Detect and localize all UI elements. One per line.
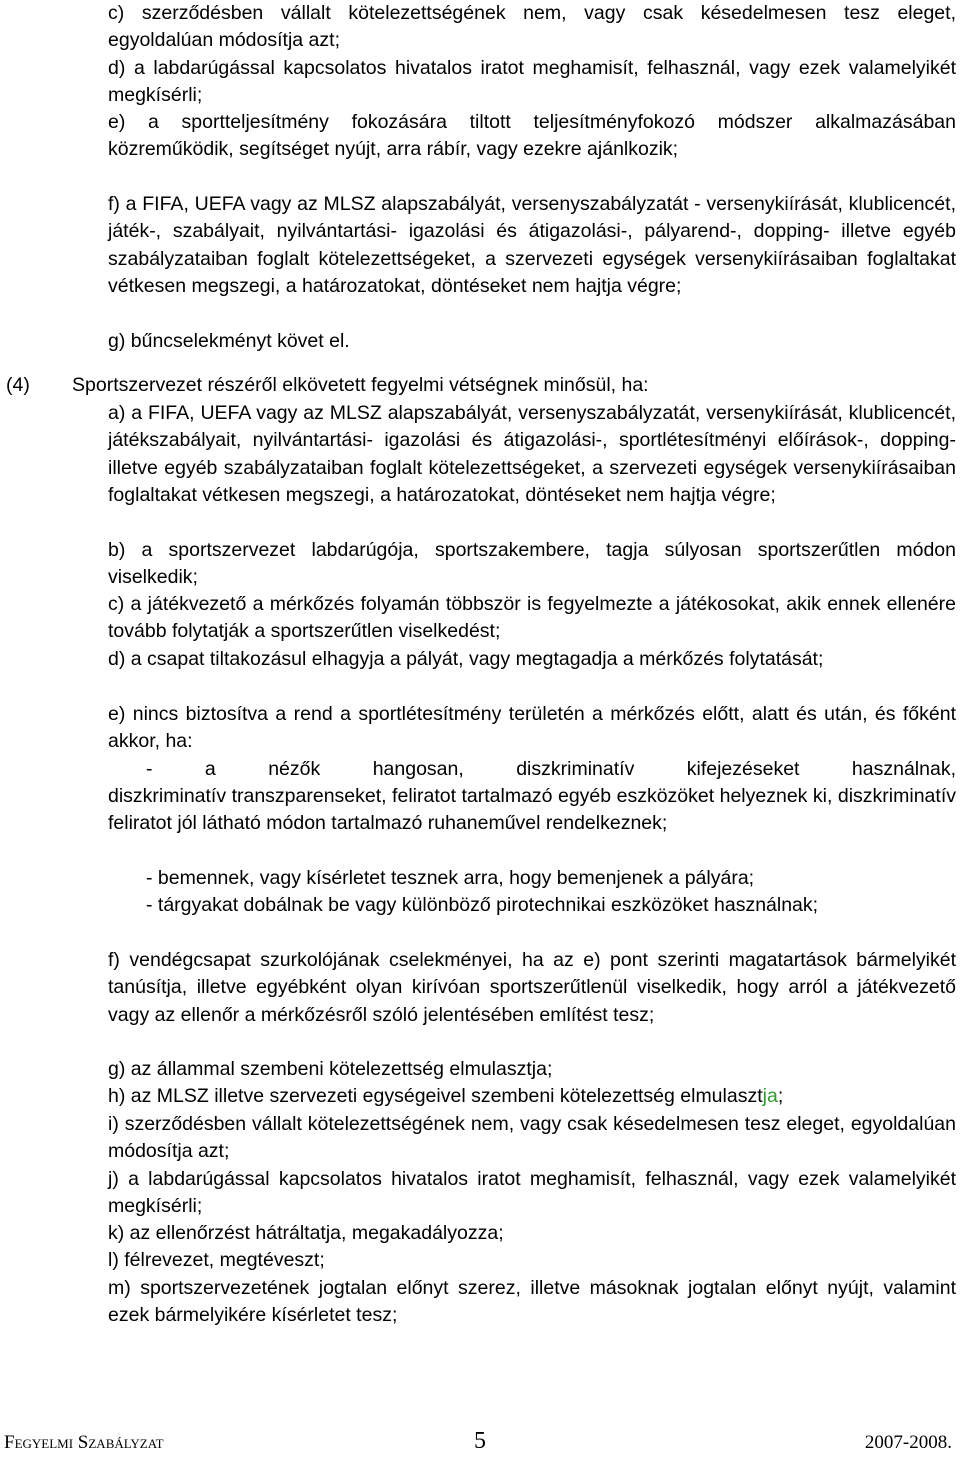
section4-item-j: j) a labdarúgással kapcsolatos hivatalos iratot meghamisít, felhasznál, vagy ezek valamelyikét megkísérli; (108, 1168, 956, 1218)
list-item-f: f) a FIFA, UEFA vagy az MLSZ alapszabályát, versenyszabályzatát - versenykiírását, klublicencét, játék-, szabályait, nyilvántartási- igazolási és átigazolási-, pályarend-, dopping- illetve egyéb szabályzataiban foglalt kötelezettségeket, a szervezeti egységek versenykiírásaiban foglaltakat vétkesen megszegi, a határozatokat, döntéseket nem hajtja végre; (108, 193, 956, 297)
list-item-d: d) a labdarúgással kapcsolatos hivatalos iratot meghamisít, felhasznál, vagy ezek valamelyikét megkísérli; (108, 57, 956, 107)
dash-item-3: - tárgyakat dobálnak be vagy különböző pirotechnikai eszközöket használnak; (146, 894, 819, 916)
item-h-text: h) az MLSZ illetve szervezeti egységeivel szembeni kötelezettség elmulaszt (108, 1085, 763, 1107)
section-number: (4) (6, 374, 30, 396)
list-item-g: g) bűncselekményt követ el. (108, 330, 350, 352)
section4-item-b: b) a sportszervezet labdarúgója, sportszakembere, tagja súlyosan sportszerűtlen módon viselkedik; (108, 539, 956, 589)
footer-page-number: 5 (474, 1428, 486, 1454)
section4-item-g: g) az állammal szembeni kötelezettség elmulasztja; (108, 1058, 553, 1080)
list-item-c: c) szerződésben vállalt kötelezettségének nem, vagy csak késedelmesen tesz eleget, egyoldalúan módosítja azt; (108, 2, 956, 52)
section4-item-d: d) a csapat tiltakozásul elhagyja a pályát, vagy megtagadja a mérkőzés folytatását; (108, 648, 824, 670)
dash-item-2: - bemennek, vagy kísérletet tesznek arra, hogy bemenjenek a pályára; (146, 867, 755, 889)
section4-item-k: k) az ellenőrzést hátráltatja, megakadályozza; (108, 1222, 504, 1244)
section4-item-l: l) félrevezet, megtéveszt; (108, 1249, 325, 1271)
section4-item-e: e) nincs biztosítva a rend a sportlétesítmény területén a mérkőzés előtt, alatt és után, és főként akkor, ha: (108, 703, 956, 753)
section4-item-i: i) szerződésben vállalt kötelezettségének nem, vagy csak késedelmesen tesz eleget, egyoldalúan módosítja azt; (108, 1113, 956, 1163)
section-heading: Sportszervezet részéről elkövetett fegyelmi vétségnek minősül, ha: (72, 374, 649, 396)
item-h-highlight: ja (762, 1085, 778, 1107)
footer-title: Fegyelmi Szabályzat (4, 1432, 164, 1453)
section4-item-m: m) sportszervezetének jogtalan előnyt szerez, illetve másoknak jogtalan előnyt nyújt, valamint ezek bármelyikére kísérletet tesz; (108, 1277, 956, 1327)
footer-season: 2007-2008. (864, 1432, 952, 1453)
dash-item-1-continuation: diszkriminatív transzparenseket, feliratot tartalmazó egyéb eszközöket helyeznek ki, diszkriminatív feliratot jól látható módon tartalmazó ruhaneművel rendelkeznek; (108, 785, 956, 835)
item-h-end: ; (777, 1085, 784, 1107)
dash-item-1: - a nézők hangosan, diszkriminatív kifejezéseket használnak, (146, 758, 956, 780)
section4-item-c: c) a játékvezető a mérkőzés folyamán többször is fegyelmezte a játékosokat, akik ennek ellenére tovább folytatják a sportszerűtlen viselkedést; (108, 593, 956, 643)
list-item-e: e) a sportteljesítmény fokozására tiltott teljesítményfokozó módszer alkalmazásában közreműködik, segítséget nyújt, arra rábír, vagy ezekre ajánlkozik; (108, 111, 956, 161)
section4-item-h (108, 1083, 956, 1110)
section4-item-f: f) vendégcsapat szurkolójának cselekményei, ha az e) pont szerinti magatartások bármelyikét tanúsítja, illetve egyébként olyan kirívóan sportszerűtlenül viselkedik, hogy arról a játékvezető vagy az ellenőr a mérkőzésről szóló jelentésében említést tesz; (108, 949, 956, 1026)
section4-item-a: a) a FIFA, UEFA vagy az MLSZ alapszabályát, versenyszabályzatát, versenykiírását, klublicencét, játékszabályait, nyilvántartási- igazolási és átigazolási-, sportlétesítményi előírások-, dopping- illetve egyéb szabályzataiban foglalt kötelezettségeket, a szervezeti egységek versenykiírásaiban foglaltakat vétkesen megszegi, a határozatokat, döntéseket nem hajtja végre; (108, 402, 956, 506)
